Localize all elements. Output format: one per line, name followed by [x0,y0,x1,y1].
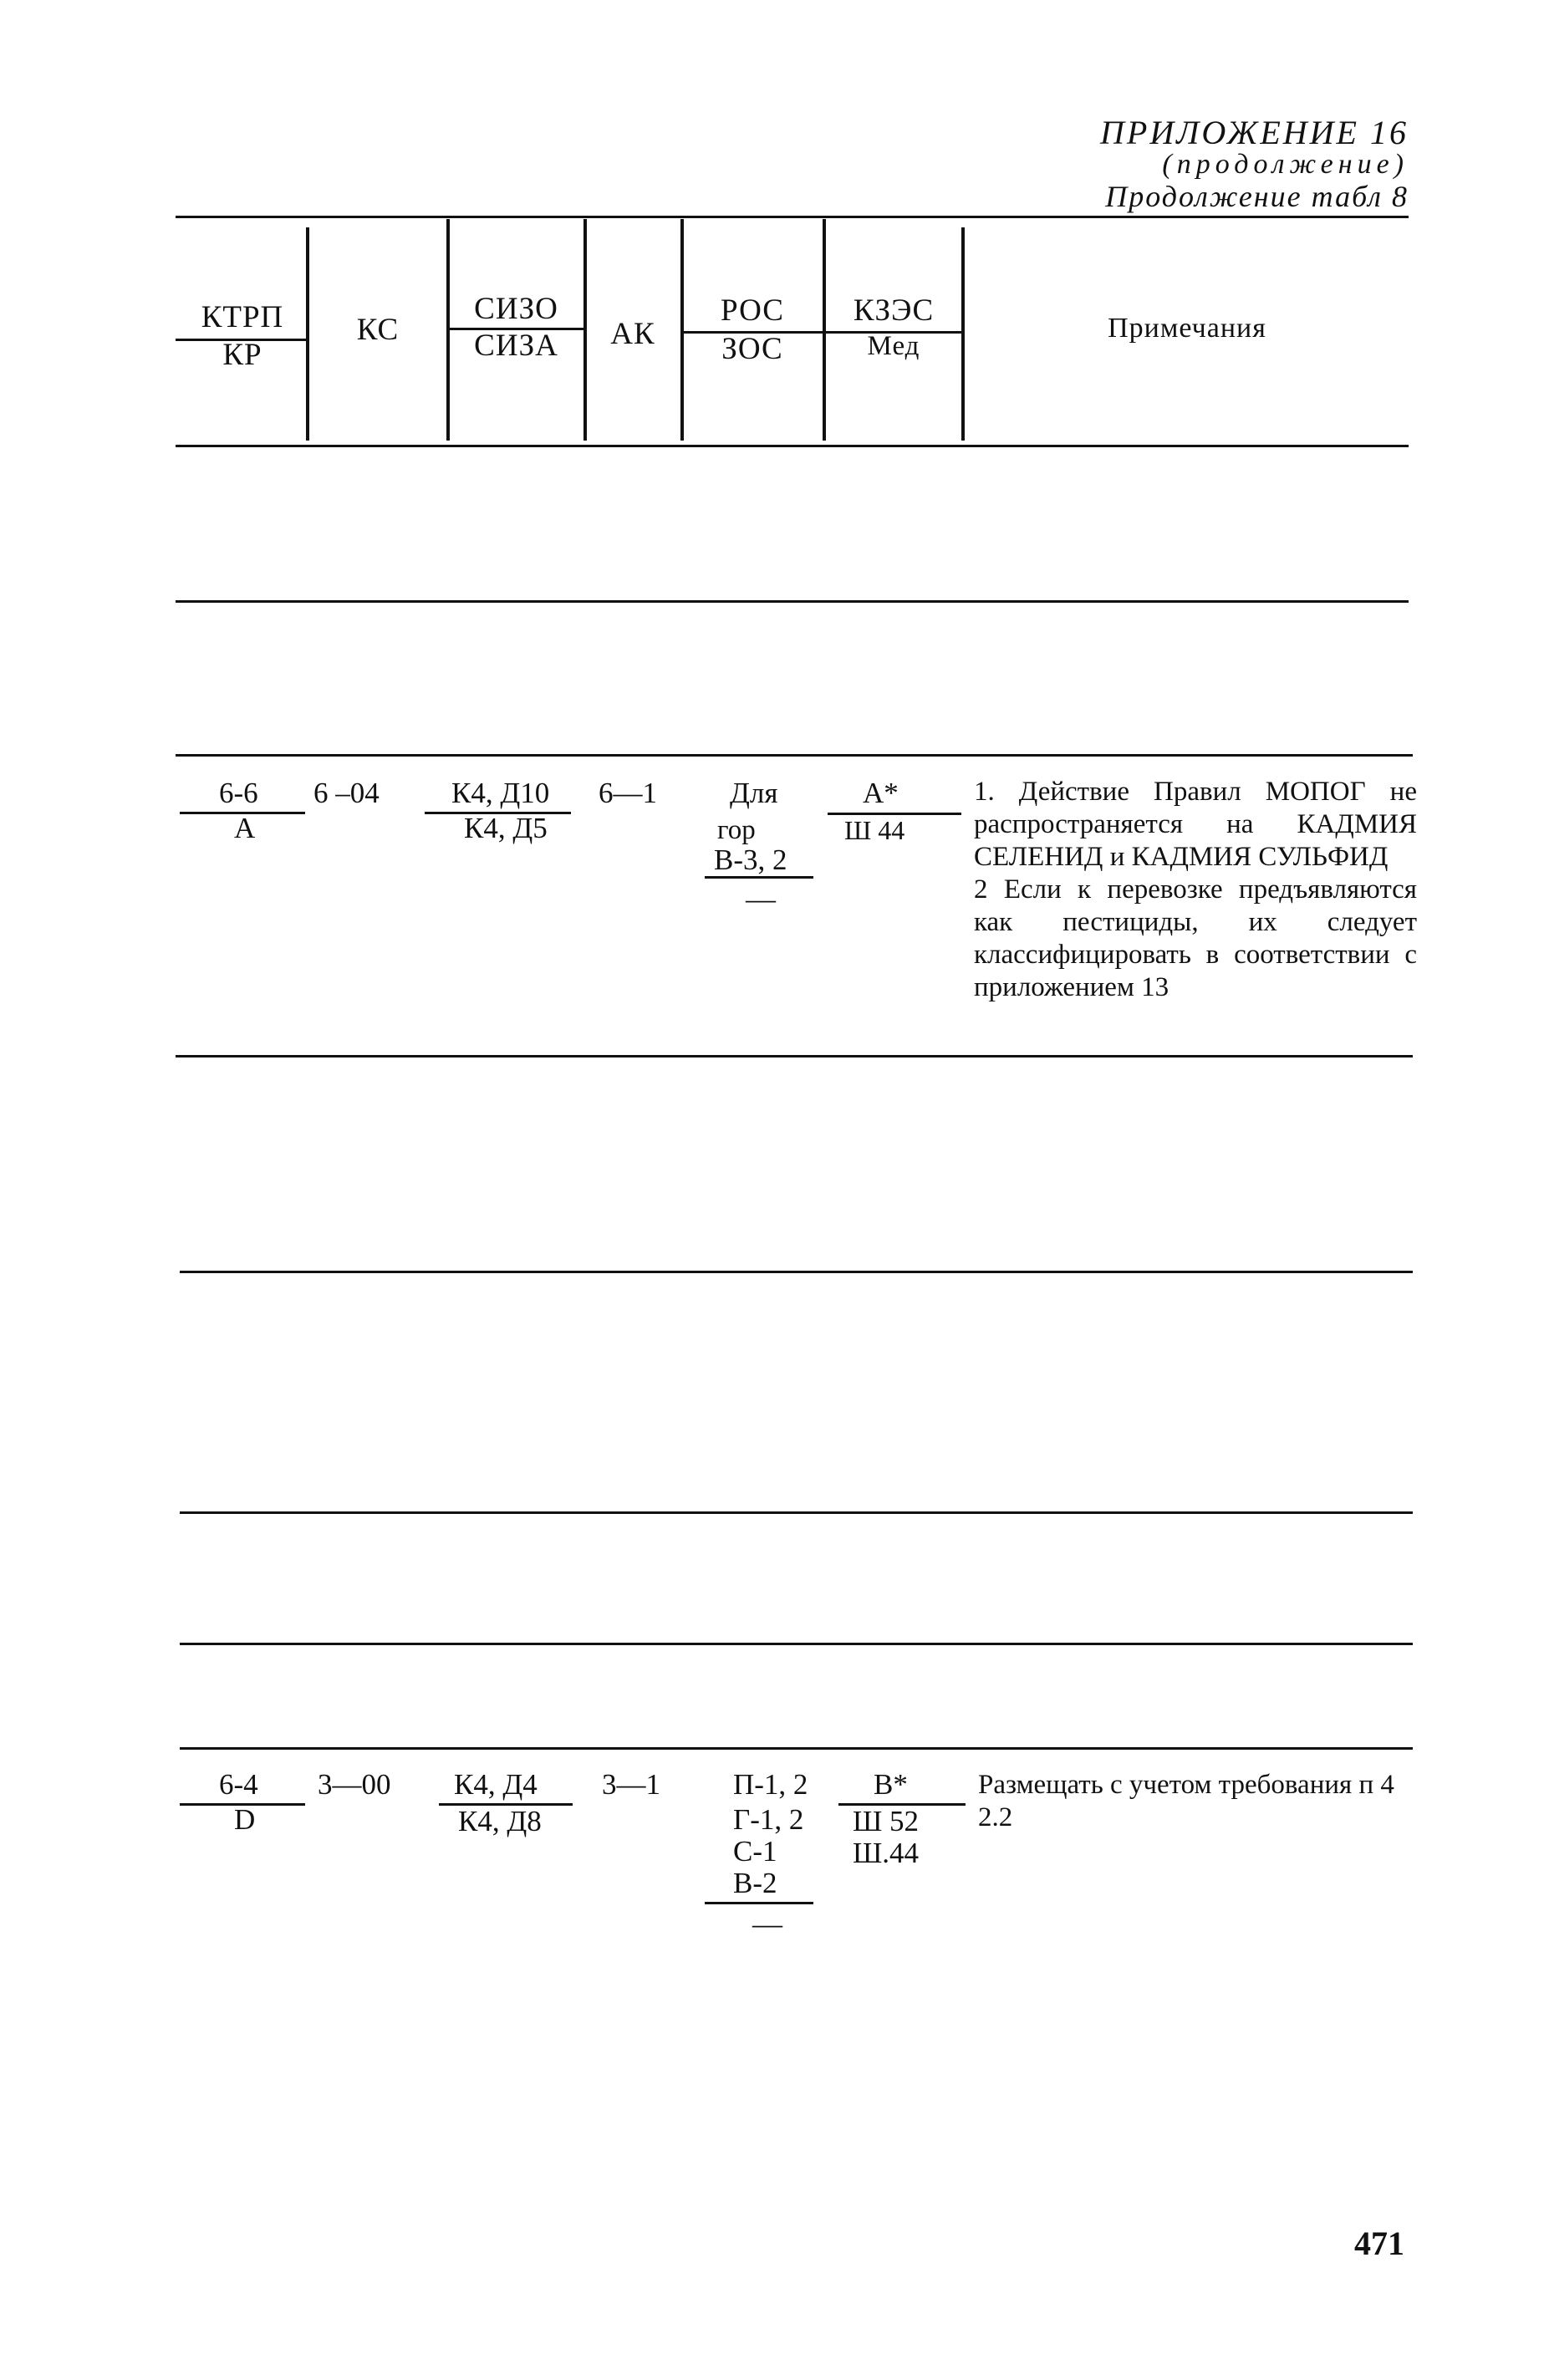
table-continuation: Продолжение табл 8 [1105,180,1409,213]
row2-note-1: Размещать с учетом требования п 4 2.2 [978,1770,1394,1832]
row2-notes [978,1769,1421,1834]
row2-sizo: К4, Д4 [454,1768,538,1801]
row1-ks: 6 –04 [313,777,380,809]
row1-note-1: 1. Действие Правил МОПОГ не распространяется на КАДМИЯ СЕЛЕНИД и КАДМИЯ СУЛЬФИД [974,777,1417,872]
header-top-rule [176,216,1409,218]
header-col-separator [961,227,965,441]
section-rule [180,1271,1413,1273]
row2-ros-line3: С-1 [733,1835,777,1868]
header-ks: КС [356,313,400,347]
row2-ros-line1: П-1, 2 [733,1768,808,1801]
row2-ks: 3—00 [318,1768,391,1801]
appendix-continuation: (продолжение) [1162,149,1409,180]
row2-med-1: Ш 52 [853,1805,920,1837]
row1-siza: К4, Д5 [464,812,548,844]
row2-ktrp: 6-4 [219,1768,258,1801]
row1-sizo: К4, Д10 [451,777,550,809]
header-ros: РОС [721,293,784,328]
row1-ak: 6—1 [599,777,657,809]
row1-med: Ш 44 [844,815,905,845]
row1-zos: — [746,882,776,915]
section-rule [176,1055,1413,1057]
header-siza: СИЗА [474,329,558,363]
section-rule [180,1747,1413,1750]
row1-ros-line2: гор [717,815,756,845]
header-med: Мед [867,331,920,361]
header-ktrp: КТРП [201,300,284,334]
header-kzes: КЗЭС [853,293,935,328]
row2-kr: D [234,1803,256,1836]
row2-ak: 3—1 [602,1768,660,1801]
row2-siza: К4, Д8 [458,1805,542,1837]
row1-notes [974,776,1417,1004]
row1-kr: А [234,812,256,844]
section-rule [180,1511,1413,1514]
section-rule [176,754,1413,757]
row2-ros-line4: В-2 [733,1867,777,1899]
row1-ros-fraction [705,876,813,879]
row1-ros-line1: Для [730,777,778,809]
row2-med-2: Ш.44 [853,1837,920,1869]
header-notes: Примечания [1108,313,1266,344]
row2-zos: — [752,1907,782,1940]
page-number: 471 [1354,2225,1404,2262]
section-rule [180,1643,1413,1645]
row2-kzes: В* [874,1768,908,1801]
row1-ktrp: 6-6 [219,777,258,809]
header-ak: АК [610,317,655,351]
header-bottom-rule [176,445,1409,447]
row2-ros-line2: Г-1, 2 [733,1803,804,1836]
appendix-title: ПРИЛОЖЕНИЕ 16 [1100,114,1409,151]
row2-ros-fraction [705,1902,813,1904]
row1-note-2: 2 Если к перевозке предъявляются как пестициды, их следует классифицировать в соответствии с приложением 13 [974,874,1417,1002]
row1-kzes: А* [863,777,899,809]
header-col-separator [306,227,309,441]
header-col-separator [823,219,826,441]
header-sizo: СИЗО [474,292,558,326]
header-kr: КР [222,338,262,372]
section-rule [176,600,1409,603]
header-zos: ЗОС [721,332,783,366]
row1-ros-line3: В-3, 2 [714,843,787,876]
header-col-separator [680,219,684,441]
